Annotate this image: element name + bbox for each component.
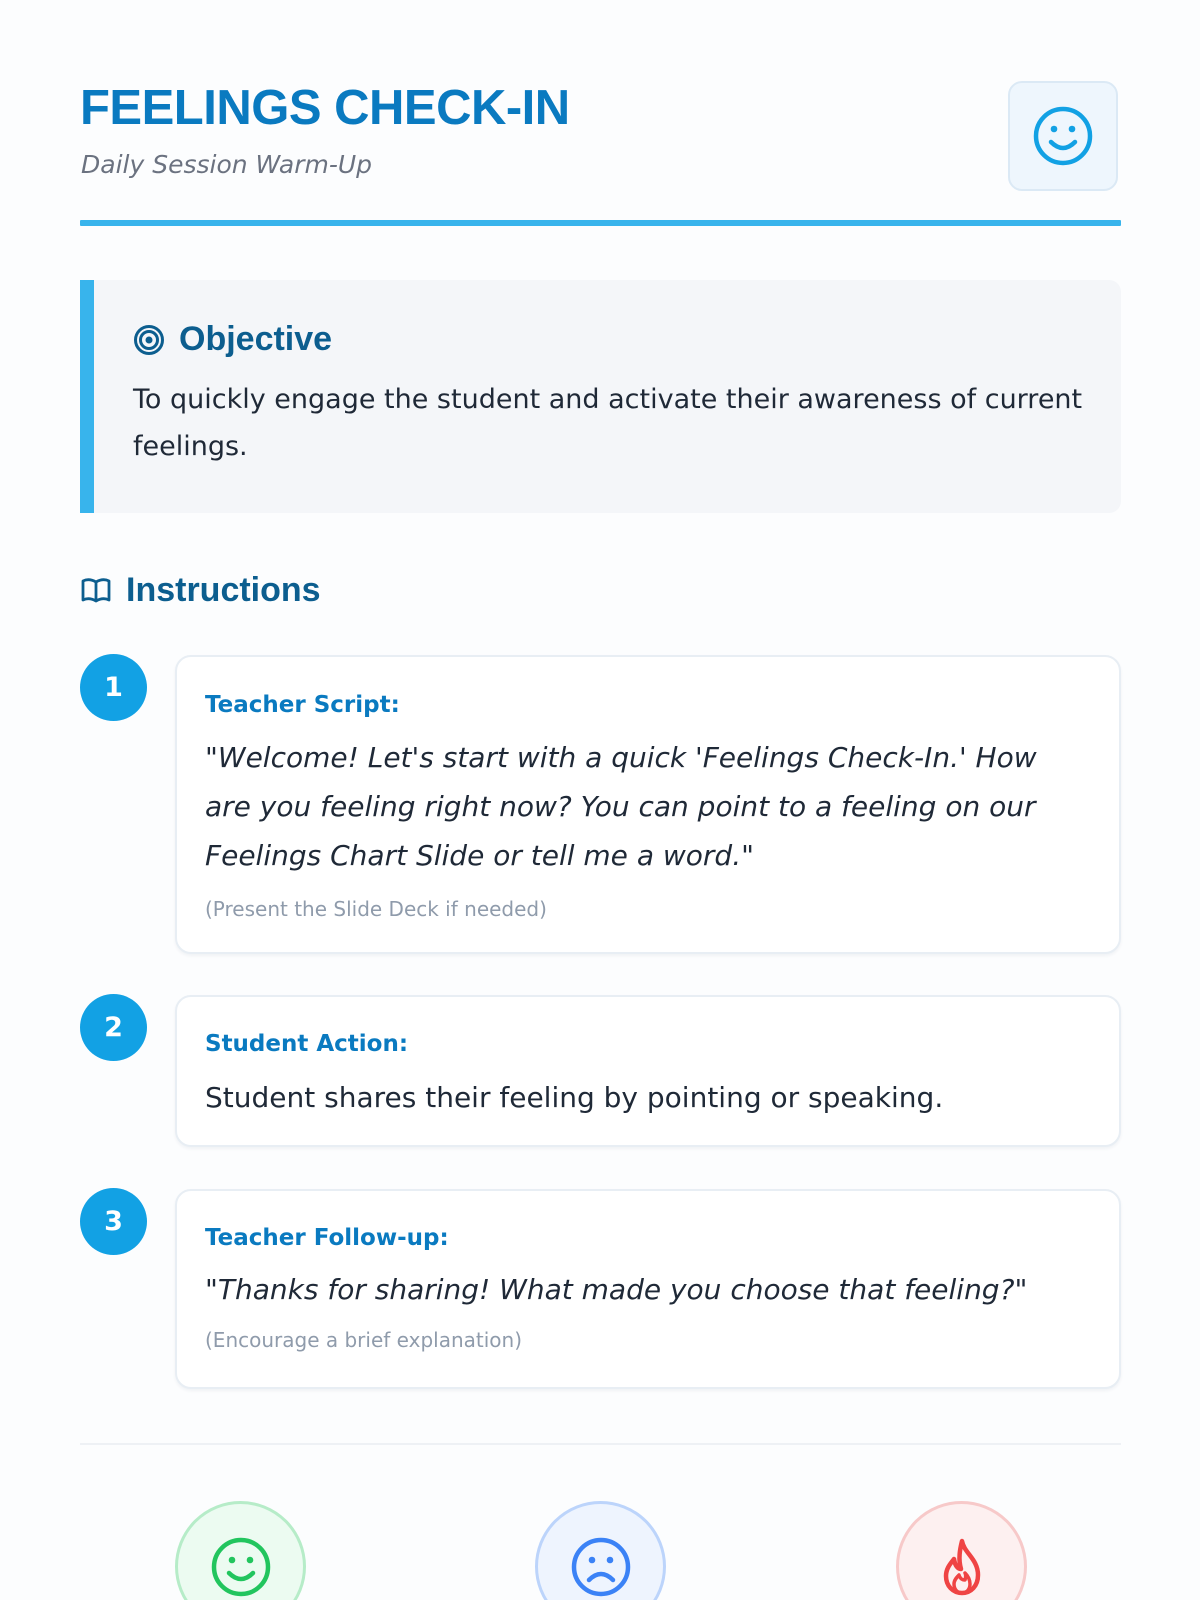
bottom-divider: [80, 1443, 1121, 1445]
step-card: [175, 655, 1121, 954]
mood-angry-button[interactable]: [896, 1501, 1027, 1600]
sad-face-icon: [569, 1535, 633, 1599]
book-open-icon: [80, 576, 112, 606]
step-script: "Welcome! Let's start with a quick 'Feelings Check-In.' How are you feeling right now? You can point to a feeling on our Feelings Chart Slide or tell me a word.": [205, 741, 1037, 872]
mood-sad-button[interactable]: [535, 1501, 666, 1600]
page-subtitle: Daily Session Warm-Up: [81, 150, 373, 179]
mood-happy-button[interactable]: [175, 1501, 306, 1600]
instructions-heading-text: Instructions: [126, 571, 321, 609]
flame-icon: [930, 1535, 994, 1599]
objective-heading: [133, 320, 332, 359]
step-number-badge: 3: [80, 1188, 147, 1255]
step-label: Teacher Script:: [205, 692, 400, 718]
page-title: FEELINGS CHECK-IN: [80, 81, 570, 135]
step-number-badge: 1: [80, 654, 147, 721]
step-number-badge: 2: [80, 994, 147, 1061]
step-note: (Present the Slide Deck if needed): [205, 897, 547, 921]
step-label: Teacher Follow-up:: [205, 1225, 449, 1251]
step-note: (Encourage a brief explanation): [205, 1328, 522, 1352]
objective-panel: [80, 280, 1121, 513]
step-script: "Thanks for sharing! What made you choose that feeling?": [205, 1273, 1028, 1306]
step-card: [175, 995, 1121, 1147]
objective-accent-bar: [80, 280, 94, 513]
objective-text: To quickly engage the student and activate their awareness of current feelings.: [133, 384, 1083, 462]
smile-icon: [1031, 104, 1095, 168]
header-icon-box: [1008, 81, 1118, 191]
header-divider: [80, 220, 1121, 226]
step-text: Student shares their feeling by pointing or speaking.: [205, 1081, 944, 1114]
step-card: [175, 1189, 1121, 1389]
step-label: Student Action:: [205, 1031, 409, 1057]
objective-heading-text: Objective: [179, 320, 333, 358]
target-icon: [133, 324, 165, 356]
happy-face-icon: [209, 1535, 273, 1599]
instructions-heading: [80, 571, 321, 610]
